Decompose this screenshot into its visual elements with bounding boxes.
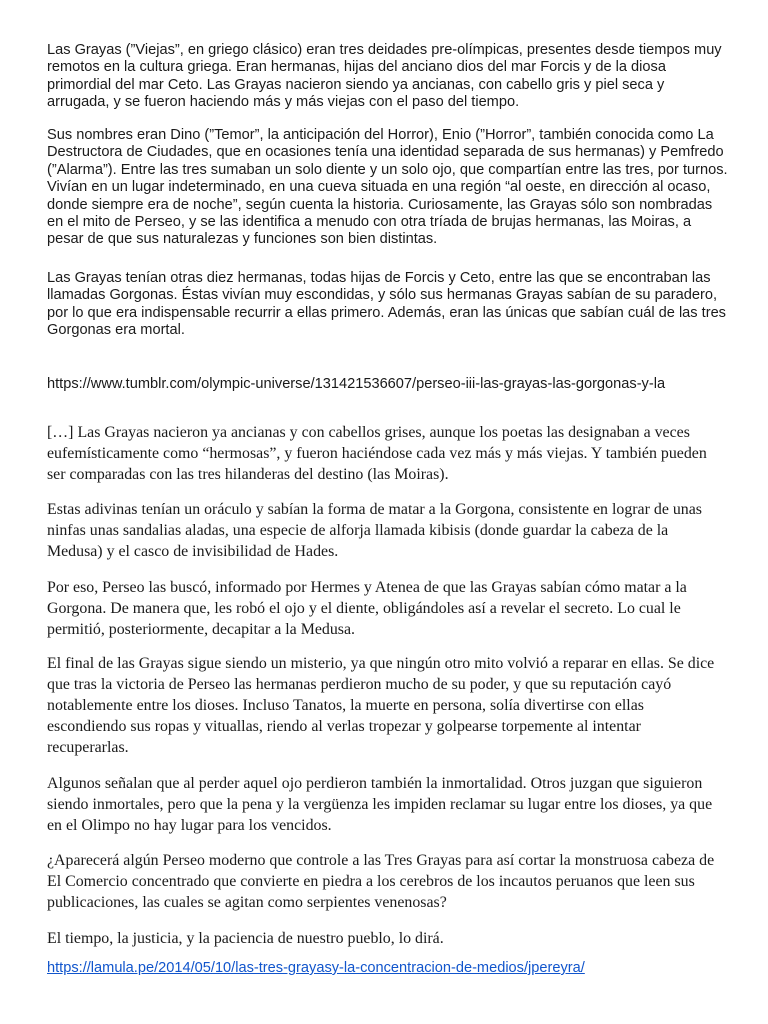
paragraph-perseo: Por eso, Perseo las buscó, informado por Hermes y Atenea de que las Grayas sabían cómo matar a la Gorgona. De manera que, les robó el ojo y el diente, obligándoles así a revelar el secreto. Lo cual le permitió, posteriormente, decapitar a la Medusa. <box>47 579 687 638</box>
paragraph-modern-perseo: ¿Aparecerá algún Perseo moderno que controle a las Tres Grayas para así cortar la monstruosa cabeza de El Comercio concentrado que convierte en piedra a los cerebros de los incautos peruanos que leen sus publicaciones, las cuales se agitan como serpientes venenosas? <box>47 852 715 911</box>
source-url-text: https://www.tumblr.com/olympic-universe/131421536607/perseo-iii-las-grayas-las-gorgonas-y-la <box>47 376 666 392</box>
paragraph-grayas-names: Sus nombres eran Dino (”Temor”, la anticipación del Horror), Enio (”Horror”, también conocida como La Destructora de Ciudades, que en ocasiones tenía una identidad separada de sus hermanas) y Pemfredo (”Alarma”). Entre las tres sumaban un solo diente y un solo ojo, que compartían entre las tres, por turnos. Vivían en un lugar indeterminado, en una cueva situada en una región “al oeste, en dirección al ocaso, donde siempre era de noche”, según cuenta la historia. Curiosamente, las Grayas sólo son nombradas en el mito de Perseo, y se las identifica a menudo con otra tríada de brujas hermanas, las Moiras, a pesar de que sus naturalezas y funciones son bien distintas. <box>47 127 728 248</box>
paragraph-grayas-born-old: […] Las Grayas nacieron ya ancianas y con cabellos grises, aunque los poetas las designaban a veces eufemísticamente como “hermosas”, y fueron haciéndose cada vez más y más viejas. Y también pueden ser comparadas con las tres hilanderas del destino (las Moiras). <box>47 424 707 483</box>
paragraph-grayas-sisters: Las Grayas tenían otras diez hermanas, todas hijas de Forcis y Ceto, entre las que se encontraban las llamadas Gorgonas. Éstas vivían muy escondidas, y sólo sus hermanas Grayas sabían de su paradero, por lo que era indispensable recurrir a ellas primero. Además, eran las únicas que sabían cuál de las tres Gorgonas era mortal. <box>47 270 726 339</box>
paragraph-final-grayas: El final de las Grayas sigue siendo un misterio, ya que ningún otro mito volvió a reparar en ellas. Se dice que tras la victoria de Perseo las hermanas perdieron mucho de su poder, y que su reputación cayó notablemente entre los dioses. Incluso Tanatos, la muerte en persona, solía divertirse con ellas escondiendo sus ropas y vituallas, riendo al verlas tropezar y golpearse torpemente al intentar recuperarlas. <box>47 655 715 756</box>
paragraph-grayas-intro: Las Grayas (”Viejas”, en griego clásico) eran tres deidades pre-olímpicas, presentes desde tiempos muy remotos en la cultura griega. Eran hermanas, hijas del anciano dios del mar Forcis y de la diosa primordial del mar Ceto. Las Grayas nacieron siendo ya ancianas, con cabello gris y piel seca y arrugada, y se fueron haciendo más y más viejas con el paso del tiempo. <box>47 42 722 111</box>
paragraph-oracle: Estas adivinas tenían un oráculo y sabían la forma de matar a la Gorgona, consistente en lograr de unas ninfas unas sandalias aladas, una especie de alforja llamada kibisis (donde guardar la cabeza de la Medusa) y el casco de invisibilidad de Hades. <box>47 501 702 560</box>
paragraph-closing: El tiempo, la justicia, y la paciencia de nuestro pueblo, lo dirá. <box>47 930 444 947</box>
source-link[interactable]: https://lamula.pe/2014/05/10/las-tres-grayasy-la-concentracion-de-medios/jpereyra/ <box>47 960 585 976</box>
paragraph-immortality: Algunos señalan que al perder aquel ojo perdieron también la inmortalidad. Otros juzgan que siguieron siendo inmortales, pero que la pena y la vergüenza les impiden reclamar su lugar entre los dioses, ya que en el Olimpo no hay lugar para los vencidos. <box>47 775 713 834</box>
